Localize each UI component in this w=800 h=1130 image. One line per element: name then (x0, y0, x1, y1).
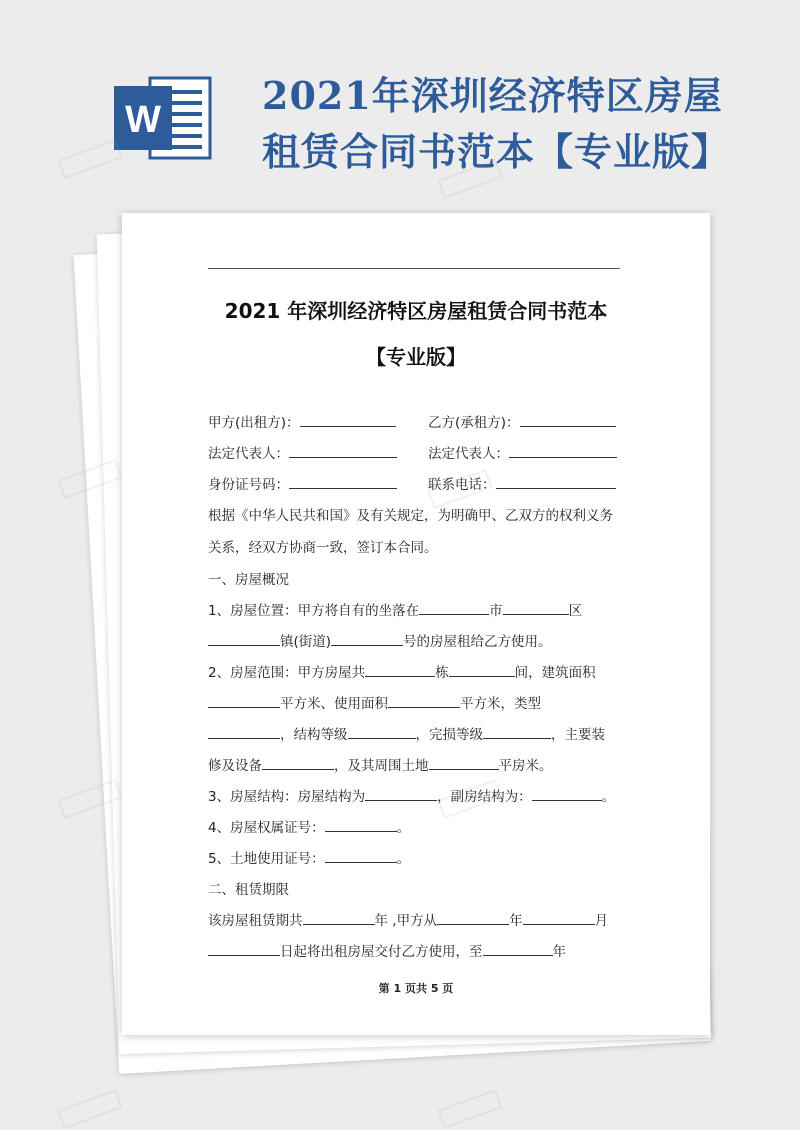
party-a-line: 甲方(出租方)： (208, 411, 396, 431)
legal-rep-a-line: 法定代表人： (208, 442, 397, 462)
clause-1-5: 5、土地使用证号： 。 (208, 851, 411, 867)
legal-rep-b-line: 法定代表人： (428, 442, 617, 462)
clause-2-line-2: 日起将出租房屋交付乙方使用，至 年 (208, 940, 566, 960)
intro-line-1: 根据《中华人民共和国》及有关规定，为明确甲、乙双方的权利义务 (208, 508, 613, 524)
document-title: 2021 年深圳经济特区房屋租赁合同书范本 (224, 299, 608, 323)
svg-text:W: W (125, 99, 161, 141)
clause-2-line-1: 该房屋租赁期共 年 ,甲方从 年 月 (208, 913, 609, 929)
clause-1-2-line-3: ，结构等级 ，完损等级 ，主要装 (208, 723, 605, 743)
clause-1-1-line-1: 1、房屋位置：甲方将自有的坐落在 市 区 (208, 603, 583, 619)
section-1-title: 一、房屋概况 (208, 572, 289, 588)
clause-1-2-line-1: 2、房屋范围：甲方房屋共 栋 间，建筑面积 (208, 665, 596, 681)
clause-1-2-line-4: 修及设备 ，及其周围土地 平房米。 (208, 758, 553, 774)
intro-line-2: 关系，经双方协商一致，签订本合同。 (208, 540, 438, 556)
headline-line-1: 2021年深圳经济特区房屋 (262, 73, 723, 118)
document-subtitle: 【专业版】 (366, 345, 466, 369)
phone-line: 联系电话： (428, 473, 616, 493)
clause-1-2-line-2: 平方米、使用面积 平方米，类型 (208, 692, 541, 712)
clause-1-3: 3、房屋结构：房屋结构为 ，副房结构为： 。 (208, 789, 616, 805)
section-2-title: 二、租赁期限 (208, 882, 289, 898)
page-footer: 第 1 页共 5 页 (378, 982, 454, 995)
clause-1-4: 4、房屋权属证号： 。 (208, 820, 411, 836)
id-number-line: 身份证号码： (208, 473, 397, 493)
party-b-line: 乙方(承租方)： (428, 411, 616, 431)
clause-1-1-line-2: 镇(街道) 号的房屋租给乙方使用。 (208, 630, 552, 650)
headline-line-2: 租赁合同书范本【专业版】 (262, 129, 731, 174)
